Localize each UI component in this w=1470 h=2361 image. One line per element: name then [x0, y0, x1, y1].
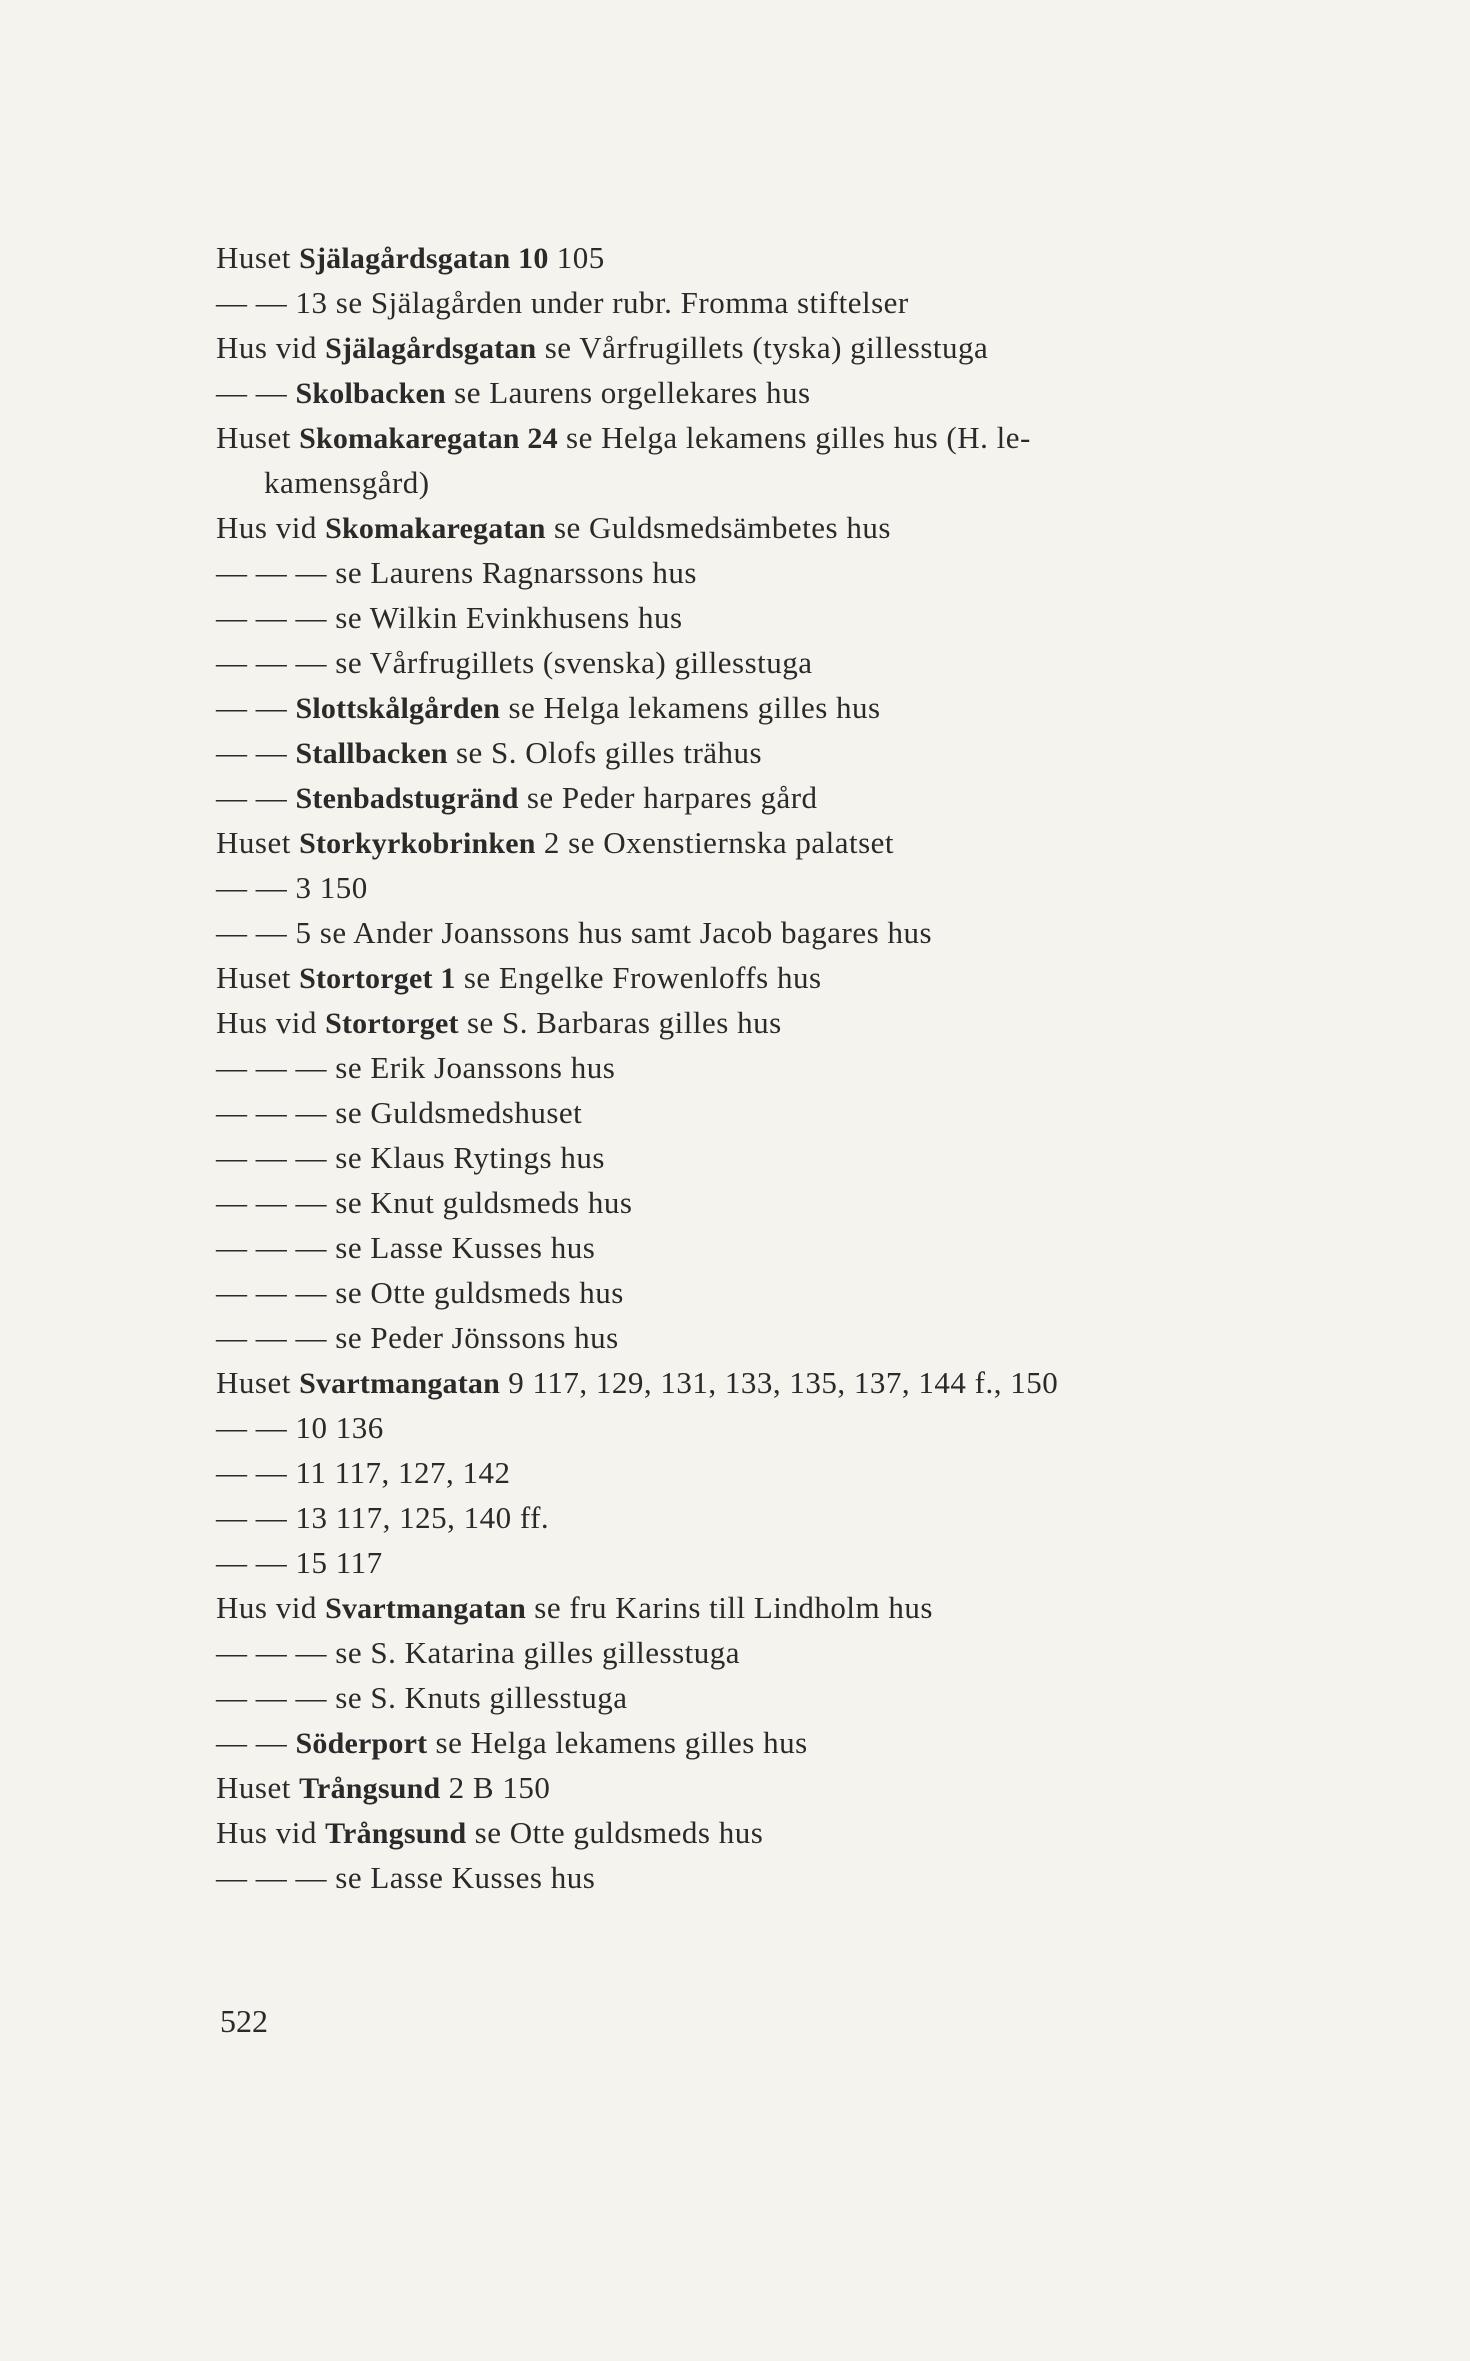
street-name: Svartmangatan: [299, 1367, 501, 1400]
line-prefix: — — —: [216, 555, 336, 590]
street-name: Söderport: [295, 1727, 428, 1760]
index-line: [216, 1855, 1356, 1900]
line-prefix: — — —: [216, 645, 336, 680]
street-name: Storkyrkobrinken: [299, 827, 536, 860]
index-entries: [216, 235, 1356, 1900]
line-text: se Guldsmedshuset: [335, 1095, 583, 1130]
line-text: se Helga lekamens gilles hus (H. le-: [557, 420, 1031, 455]
index-line: [216, 1720, 1356, 1765]
line-text: se Peder Jönssons hus: [335, 1320, 619, 1355]
street-name: Trångsund: [299, 1772, 441, 1805]
index-line: [216, 235, 1356, 280]
index-line: [216, 280, 1356, 325]
line-text: se Helga lekamens gilles hus: [427, 1725, 808, 1760]
line-text: 11 117, 127, 142: [295, 1455, 511, 1490]
line-text: se Lasse Kusses hus: [335, 1230, 596, 1265]
line-prefix: — — —: [216, 1050, 336, 1085]
line-text: 9 117, 129, 131, 133, 135, 137, 144 f., 150: [500, 1365, 1059, 1400]
line-prefix: Hus vid: [216, 1005, 326, 1040]
index-line: [216, 1090, 1356, 1135]
line-prefix: Hus vid: [216, 1590, 326, 1625]
line-prefix: — — —: [216, 1680, 336, 1715]
line-prefix: Huset: [216, 825, 300, 860]
line-prefix: Huset: [216, 960, 300, 995]
index-line: [216, 1225, 1356, 1270]
street-name: Stenbadstugränd: [295, 782, 519, 815]
line-prefix: Huset: [216, 1770, 300, 1805]
street-name: Stallbacken: [295, 737, 448, 770]
line-prefix: — — —: [216, 1140, 336, 1175]
line-prefix: — —: [216, 375, 296, 410]
line-prefix: — —: [216, 285, 296, 320]
line-text: 105: [548, 240, 605, 275]
index-line: [216, 955, 1356, 1000]
index-line: [216, 1495, 1356, 1540]
line-prefix: — —: [216, 735, 296, 770]
index-line: [216, 1315, 1356, 1360]
line-prefix: — —: [216, 1410, 296, 1445]
line-prefix: — —: [216, 1545, 296, 1580]
street-name: Skomakaregatan 24: [299, 422, 558, 455]
line-prefix: — —: [216, 870, 296, 905]
index-line: [216, 910, 1356, 955]
line-text: se Klaus Rytings hus: [335, 1140, 605, 1175]
index-line: [216, 1810, 1356, 1855]
line-prefix: — —: [216, 915, 296, 950]
line-text: se Erik Joanssons hus: [335, 1050, 616, 1085]
line-text: se S. Olofs gilles trähus: [447, 735, 763, 770]
index-line: [216, 550, 1356, 595]
line-text: 13 se Själagården under rubr. Fromma stiftelser: [295, 285, 909, 320]
page-number: 522: [220, 2003, 268, 2039]
line-text: se Laurens Ragnarssons hus: [335, 555, 697, 590]
index-line: [216, 370, 1356, 415]
line-prefix: Hus vid: [216, 330, 326, 365]
index-line: [216, 1360, 1356, 1405]
index-line: [216, 640, 1356, 685]
street-name: Svartmangatan: [325, 1592, 527, 1625]
line-text: 2 se Oxenstiernska palatset: [535, 825, 895, 860]
street-name: Stortorget 1: [299, 962, 456, 995]
street-name: Stortorget: [325, 1007, 459, 1040]
line-text: se Helga lekamens gilles hus: [500, 690, 881, 725]
index-line: [216, 1585, 1356, 1630]
line-prefix: — —: [216, 1455, 296, 1490]
line-text: se Otte guldsmeds hus: [466, 1815, 764, 1850]
line-prefix: — — —: [216, 1860, 336, 1895]
line-prefix: — — —: [216, 600, 336, 635]
index-line: [216, 505, 1356, 550]
street-name: Trångsund: [325, 1817, 467, 1850]
line-text: se Knut guldsmeds hus: [335, 1185, 633, 1220]
index-line: [216, 1405, 1356, 1450]
line-prefix: — — —: [216, 1230, 336, 1265]
line-text: 2 B 150: [440, 1770, 551, 1805]
index-line: [216, 1675, 1356, 1720]
index-line: [216, 820, 1356, 865]
line-text: se Lasse Kusses hus: [335, 1860, 596, 1895]
street-name: Själagårdsgatan 10: [299, 242, 549, 275]
line-text: se Vårfrugillets (svenska) gillesstuga: [335, 645, 813, 680]
index-line: [216, 1135, 1356, 1180]
line-text: 5 se Ander Joanssons hus samt Jacob bagares hus: [295, 915, 933, 950]
line-text: se Laurens orgellekares hus: [445, 375, 811, 410]
line-prefix: — —: [216, 1500, 296, 1535]
line-text: se Engelke Frowenloffs hus: [455, 960, 822, 995]
index-line: [216, 1630, 1356, 1675]
street-name: Själagårdsgatan: [325, 332, 537, 365]
street-name: Slottskålgården: [295, 692, 501, 725]
line-prefix: — — —: [216, 1320, 336, 1355]
index-line: [216, 865, 1356, 910]
index-line: [216, 325, 1356, 370]
line-prefix: — —: [216, 690, 296, 725]
line-text: 10 136: [295, 1410, 384, 1445]
street-name: Skolbacken: [295, 377, 446, 410]
line-prefix: Huset: [216, 240, 300, 275]
index-line: [216, 460, 1356, 505]
line-prefix: Huset: [216, 1365, 300, 1400]
line-text: se fru Karins till Lindholm hus: [526, 1590, 933, 1625]
street-name: Skomakaregatan: [325, 512, 546, 545]
index-line: [216, 1180, 1356, 1225]
line-text: se Guldsmedsämbetes hus: [545, 510, 891, 545]
line-prefix: — — —: [216, 1095, 336, 1130]
index-line: [216, 1450, 1356, 1495]
line-prefix: Huset: [216, 420, 300, 455]
line-text: 3 150: [295, 870, 368, 905]
index-line: [216, 1270, 1356, 1315]
index-line: [216, 1045, 1356, 1090]
line-prefix: Hus vid: [216, 510, 326, 545]
line-text: se Otte guldsmeds hus: [335, 1275, 624, 1310]
index-line: [216, 730, 1356, 775]
line-text: se S. Barbaras gilles hus: [458, 1005, 782, 1040]
line-text: se S. Knuts gillesstuga: [335, 1680, 628, 1715]
line-text: se Peder harpares gård: [518, 780, 818, 815]
line-prefix: — — —: [216, 1275, 336, 1310]
line-text: se S. Katarina gilles gillesstuga: [335, 1635, 741, 1670]
index-line: [216, 595, 1356, 640]
line-prefix: — — —: [216, 1185, 336, 1220]
index-line: [216, 1540, 1356, 1585]
line-text: se Wilkin Evinkhusens hus: [335, 600, 683, 635]
index-line: [216, 685, 1356, 730]
line-prefix: — —: [216, 1725, 296, 1760]
index-line: [216, 775, 1356, 820]
index-line: [216, 1765, 1356, 1810]
line-prefix: — —: [216, 780, 296, 815]
line-text: 15 117: [295, 1545, 383, 1580]
index-line: [216, 415, 1356, 460]
line-text: kamensgård): [264, 465, 430, 500]
line-text: se Vårfrugillets (tyska) gillesstuga: [536, 330, 989, 365]
line-prefix: — — —: [216, 1635, 336, 1670]
index-line: [216, 1000, 1356, 1045]
line-text: 13 117, 125, 140 ff.: [295, 1500, 550, 1535]
line-prefix: Hus vid: [216, 1815, 326, 1850]
